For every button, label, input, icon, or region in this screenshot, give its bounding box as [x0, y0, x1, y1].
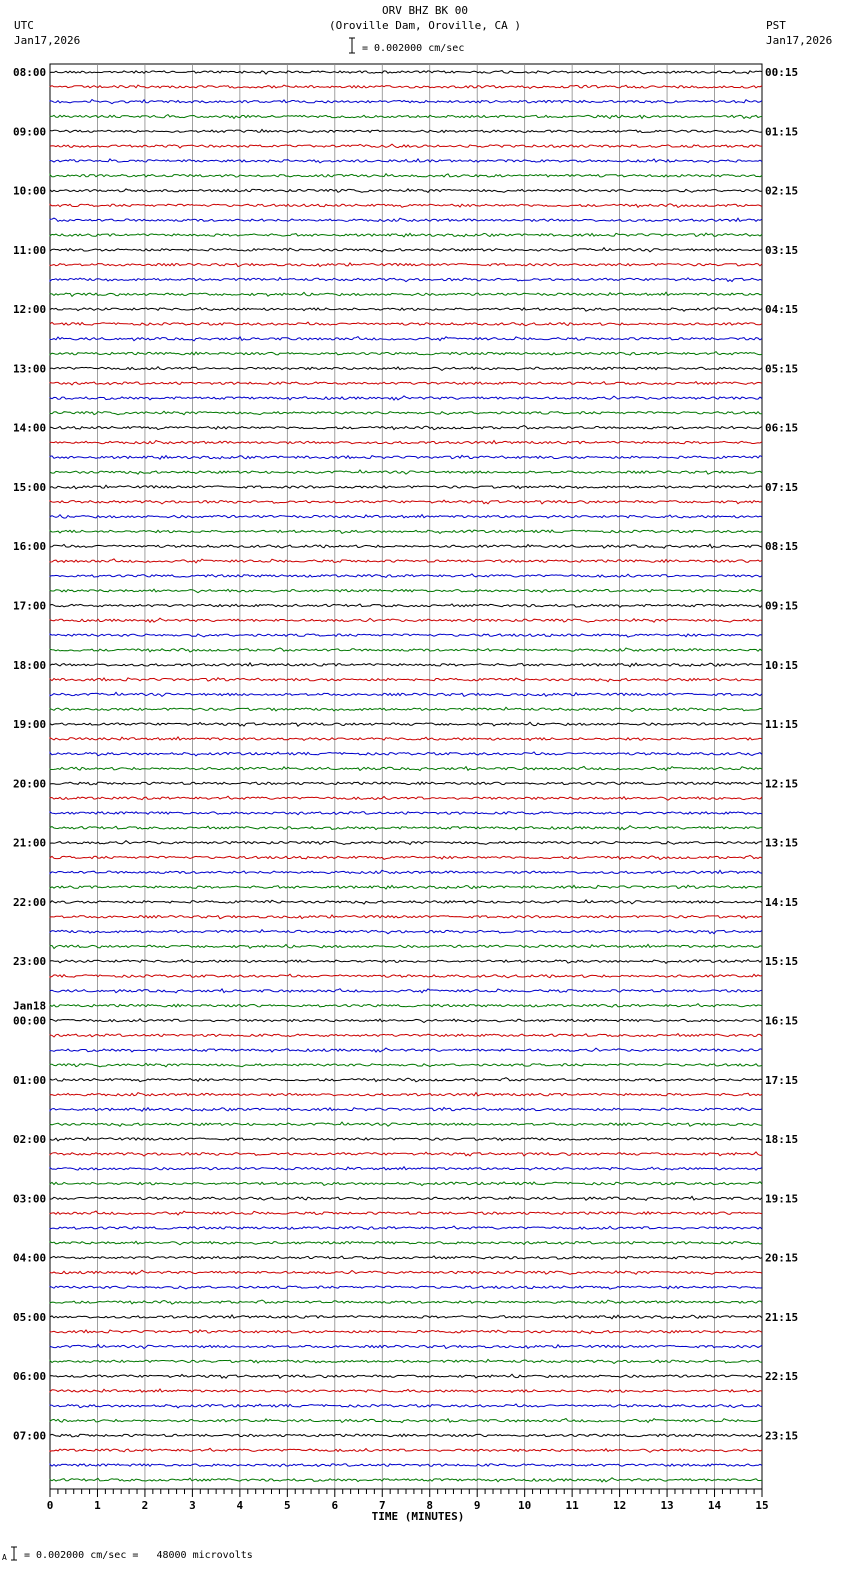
utc-hour-label: 08:00 — [13, 66, 47, 79]
seismic-trace — [50, 1019, 762, 1023]
pst-hour-label: 00:15 — [765, 66, 799, 79]
pst-hour-label: 05:15 — [765, 362, 799, 376]
seismic-trace — [50, 515, 762, 519]
x-tick-label: 10 — [518, 1499, 532, 1512]
seismic-trace — [50, 308, 762, 312]
seismic-trace — [50, 1226, 762, 1230]
seismic-trace — [50, 71, 762, 75]
seismic-trace — [50, 1315, 762, 1319]
seismic-trace — [50, 322, 762, 326]
seismic-trace — [50, 455, 762, 459]
pst-hour-label: 20:15 — [765, 1251, 799, 1265]
seismic-trace — [50, 1359, 762, 1363]
pst-hour-label: 06:15 — [765, 421, 799, 435]
x-tick-label: 13 — [660, 1499, 674, 1512]
x-tick-label: 0 — [46, 1499, 54, 1512]
x-tick-label: 14 — [707, 1499, 722, 1512]
seismic-trace — [50, 989, 762, 993]
seismic-trace — [50, 233, 762, 237]
utc-hour-label: 00:00 — [13, 1014, 47, 1028]
utc-hour-label: 03:00 — [13, 1192, 47, 1206]
scale-bar-icon — [349, 38, 355, 53]
seismic-trace — [50, 900, 762, 904]
pst-hour-label: 13:15 — [765, 836, 799, 850]
seismic-trace — [50, 174, 762, 177]
plot-frame — [50, 64, 762, 1489]
pst-hour-label: 01:15 — [765, 125, 799, 139]
seismic-trace — [50, 337, 762, 341]
pst-hour-label: 09:15 — [765, 599, 799, 613]
seismic-trace — [50, 85, 762, 89]
seismic-trace — [50, 115, 762, 119]
seismic-trace — [50, 722, 762, 726]
x-tick-label: 11 — [565, 1499, 579, 1512]
seismic-trace — [50, 396, 762, 400]
utc-hour-label: 22:00 — [13, 895, 47, 909]
seismic-trace — [50, 663, 762, 667]
pst-hour-label: 23:15 — [765, 1429, 799, 1443]
pst-hour-label: 12:15 — [765, 777, 799, 791]
seismic-trace — [50, 782, 762, 785]
seismic-trace — [50, 960, 762, 964]
seismic-trace — [50, 382, 762, 385]
seismic-trace — [50, 1137, 762, 1141]
utc-hour-label: 21:00 — [13, 836, 47, 850]
utc-hour-label: 11:00 — [13, 243, 47, 257]
seismic-trace — [50, 1464, 762, 1467]
seismic-trace — [50, 500, 762, 504]
seismic-trace — [50, 604, 762, 608]
footer-mark: A — [2, 1553, 7, 1562]
seismic-trace — [50, 441, 762, 444]
pst-hour-label: 07:15 — [765, 480, 799, 494]
seismic-trace — [50, 1300, 762, 1304]
utc-hour-label: 17:00 — [13, 599, 47, 613]
footer-scale-bar-icon — [11, 1547, 17, 1560]
utc-hour-label: 02:00 — [13, 1133, 47, 1147]
pst-hour-label: 04:15 — [765, 303, 799, 317]
seismic-trace — [50, 707, 762, 711]
seismic-trace — [50, 1256, 762, 1260]
pst-hour-label: 08:15 — [765, 540, 799, 554]
seismic-trace — [50, 485, 762, 489]
trace-group — [50, 71, 762, 1482]
seismic-trace — [50, 1344, 762, 1348]
seismic-trace — [50, 1196, 762, 1200]
pst-hour-label: 17:15 — [765, 1073, 799, 1087]
seismic-trace — [50, 1270, 762, 1274]
utc-hour-label: 09:00 — [13, 125, 47, 139]
seismic-trace — [50, 1404, 762, 1408]
seismic-trace — [50, 752, 762, 756]
seismic-trace — [50, 1034, 762, 1037]
utc-hour-label: 10:00 — [13, 184, 47, 198]
right-timezone-label: PST — [766, 19, 786, 32]
station-title: ORV BHZ BK 00 — [381, 4, 469, 17]
station-location: (Oroville Dam, Oroville, CA ) — [328, 19, 522, 32]
seismic-trace — [50, 367, 762, 371]
x-tick-label: 9 — [473, 1499, 481, 1512]
seismic-trace — [50, 204, 762, 208]
left-timezone-label: UTC — [14, 19, 34, 32]
seismic-trace — [50, 218, 762, 221]
seismic-trace — [50, 574, 762, 578]
seismic-trace — [50, 129, 762, 132]
chart-grid — [50, 64, 762, 1489]
seismic-trace — [50, 1048, 762, 1052]
seismic-trace — [50, 1108, 762, 1112]
right-date-label: Jan17,2026 — [766, 34, 833, 47]
utc-hour-label: 15:00 — [13, 480, 47, 494]
x-tick-label: 8 — [426, 1499, 434, 1512]
seismic-trace — [50, 796, 762, 800]
seismic-trace — [50, 841, 762, 845]
seismic-trace — [50, 352, 762, 356]
x-tick-label: 3 — [189, 1499, 196, 1512]
seismic-trace — [50, 1078, 762, 1082]
seismic-trace — [50, 159, 762, 163]
pst-hour-label: 18:15 — [765, 1133, 799, 1147]
x-tick-label: 1 — [94, 1499, 101, 1512]
x-tick-label: 15 — [755, 1499, 769, 1512]
seismic-trace — [50, 885, 762, 889]
seismic-trace — [50, 634, 762, 637]
utc-hour-label: 12:00 — [13, 303, 47, 317]
seismic-trace — [50, 870, 762, 873]
pst-hour-label: 16:15 — [765, 1014, 799, 1028]
seismic-trace — [50, 648, 762, 652]
left-date-label: Jan17,2026 — [14, 34, 81, 47]
x-tick-label: 7 — [378, 1499, 386, 1512]
footer-scale-label: = 0.002000 cm/sec = 48000 microvolts — [24, 1550, 253, 1561]
x-axis-label: TIME (MINUTES) — [371, 1510, 465, 1523]
seismic-trace — [50, 589, 762, 593]
seismic-trace — [50, 1434, 762, 1437]
utc-hour-label: 19:00 — [13, 718, 47, 732]
pst-hour-label: 03:15 — [765, 243, 799, 257]
seismic-trace — [50, 1211, 762, 1215]
utc-hour-label: 23:00 — [13, 955, 47, 969]
pst-hour-label: 22:15 — [765, 1370, 799, 1384]
seismic-trace — [50, 530, 762, 534]
utc-hour-label: 05:00 — [13, 1310, 47, 1324]
utc-hour-label: 18:00 — [13, 658, 47, 672]
utc-hour-label: 06:00 — [13, 1370, 47, 1384]
seismic-trace — [50, 1478, 762, 1482]
seismic-trace — [50, 559, 762, 563]
seismic-trace — [50, 1093, 762, 1096]
seismic-trace — [50, 1419, 762, 1423]
x-axis — [47, 1489, 769, 1512]
seismic-trace — [50, 1389, 762, 1392]
seismic-trace — [50, 144, 762, 148]
pst-hour-label: 15:15 — [765, 955, 799, 969]
seismic-trace — [50, 263, 762, 267]
seismic-trace — [50, 678, 762, 682]
seismic-trace — [50, 292, 762, 296]
seismic-trace — [50, 915, 762, 919]
x-tick-label: 12 — [612, 1499, 627, 1512]
utc-hour-label: 01:00 — [13, 1073, 47, 1087]
seismic-trace — [50, 855, 762, 859]
seismic-trace — [50, 618, 762, 622]
seismic-trace — [50, 189, 762, 193]
seismic-trace — [50, 1241, 762, 1245]
x-tick-label: 5 — [284, 1499, 291, 1512]
seismic-trace — [50, 974, 762, 978]
pst-hour-label: 02:15 — [765, 184, 799, 198]
seismic-trace — [50, 826, 762, 830]
utc-hour-label: 14:00 — [13, 421, 47, 435]
utc-hour-label: 07:00 — [13, 1429, 47, 1443]
utc-hour-label: 20:00 — [13, 777, 47, 791]
seismic-trace — [50, 544, 762, 548]
seismic-trace — [50, 1448, 762, 1452]
seismic-trace — [50, 766, 762, 770]
seismic-trace — [50, 944, 762, 948]
seismic-trace — [50, 278, 762, 282]
seismic-trace — [50, 1152, 762, 1156]
seismic-trace — [50, 1063, 762, 1067]
seismic-trace — [50, 1374, 762, 1378]
x-tick-label: 2 — [141, 1499, 149, 1512]
seismic-trace — [50, 1182, 762, 1186]
seismic-trace — [50, 812, 762, 815]
pst-hour-label: 14:15 — [765, 895, 799, 909]
pst-hour-label: 19:15 — [765, 1192, 799, 1206]
seismic-trace — [50, 1286, 762, 1289]
seismic-trace — [50, 1004, 762, 1008]
seismic-trace — [50, 1122, 762, 1126]
utc-hour-label: 04:00 — [13, 1251, 47, 1265]
pst-hour-label: 11:15 — [765, 718, 799, 732]
seismic-trace — [50, 248, 762, 252]
x-tick-label: 4 — [236, 1499, 244, 1512]
x-tick-label: 6 — [331, 1499, 339, 1512]
utc-hour-label: 13:00 — [13, 362, 47, 376]
seismic-trace — [50, 1167, 762, 1170]
utc-hour-label: 16:00 — [13, 540, 47, 554]
seismic-trace — [50, 737, 762, 741]
seismic-trace — [50, 100, 762, 104]
pst-hour-label: 21:15 — [765, 1310, 799, 1324]
seismic-trace — [50, 692, 762, 696]
seismic-trace — [50, 470, 762, 474]
date-change-label: Jan18 — [13, 999, 47, 1013]
seismic-trace — [50, 426, 762, 430]
seismic-trace — [50, 411, 762, 415]
pst-hour-label: 10:15 — [765, 658, 799, 672]
seismic-trace — [50, 930, 762, 934]
scale-label: = 0.002000 cm/sec — [362, 43, 465, 54]
seismic-trace — [50, 1330, 762, 1334]
